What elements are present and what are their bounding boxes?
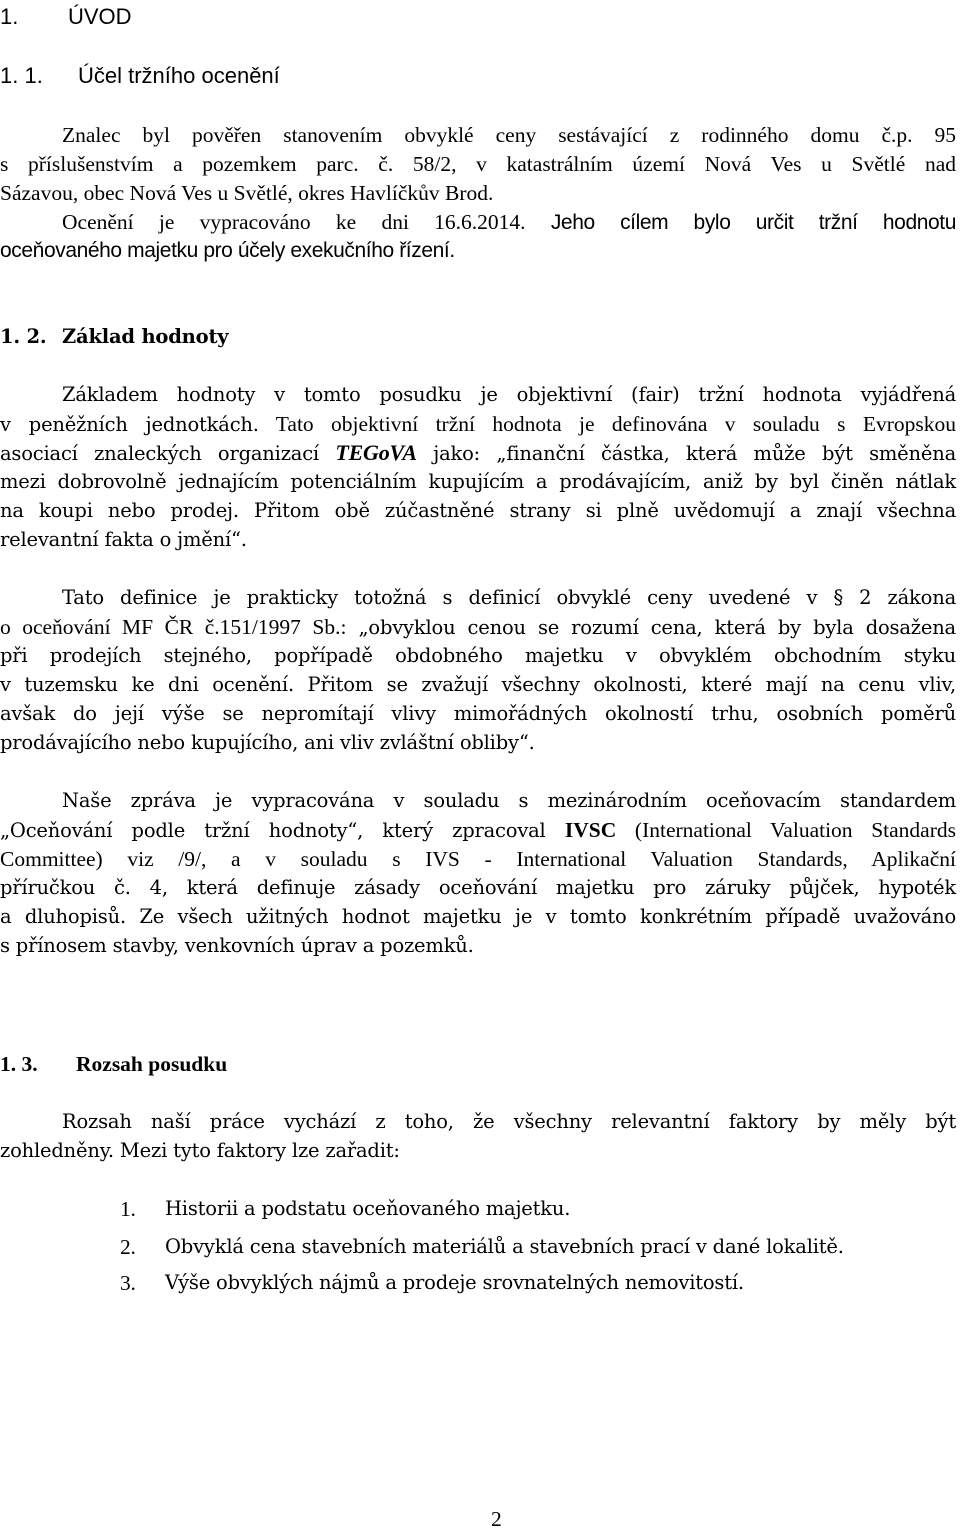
- para-3-line-3c: jako: „finanční částka, která může být směněna: [416, 442, 956, 465]
- heading-1-number: 1.: [0, 4, 19, 29]
- para-1-line-2: s příslušenstvím a pozemkem parc. č. 58/2, v katastrálním území Nová Ves u Světlé nad: [0, 152, 956, 176]
- page-number: 2: [491, 1507, 502, 1531]
- para-5-line-2c: (International Valuation Standards: [616, 818, 956, 842]
- heading-1-3-title: Rozsah posudku: [76, 1052, 228, 1076]
- list-item-text: Historii a podstatu oceňovaného majetku.: [165, 1197, 571, 1220]
- para-2-line-1a: Ocenění je vypracováno ke dni 16.6.2014.: [62, 210, 526, 234]
- para-2-line-2: oceňovaného majetku pro účely exekučního řízení.: [0, 239, 455, 262]
- para-3-line-3a: asociací znaleckých organizací: [0, 442, 336, 465]
- para-4-line-5: avšak do její výše se nepromítají vlivy mimořádných okolností trhu, osobních poměrů: [0, 702, 956, 725]
- para-4-line-4: [0, 671, 956, 699]
- para-4-line-1: Tato definice je prakticky totožná s definicí obvyklé ceny uvedené v § 2 zákona: [62, 586, 956, 609]
- para-1-line-1: Znalec byl pověřen stanovením obvyklé ceny sestávající z rodinného domu č.p. 95: [62, 123, 956, 147]
- para-5-line-1: Naše zpráva je vypracována v souladu s mezinárodním oceňovacím standardem: [62, 789, 956, 812]
- para-3-line-2: [0, 410, 956, 439]
- para-2-line-1: [62, 208, 956, 237]
- para-4-line-2: [0, 613, 956, 642]
- para-4-line-2a: o oceňování MF ČR č.151/1997 Sb.:: [0, 615, 347, 639]
- list-item-text: Výše obvyklých nájmů a prodeje srovnatelných nemovitostí.: [165, 1271, 744, 1294]
- para-3-line-5: na koupi nebo prodej. Přitom obě zúčastněné strany si plně uvědomují a znají všechna: [0, 499, 956, 522]
- para-3-line-3: [0, 439, 956, 468]
- para-5-ivsc: IVSC: [564, 818, 617, 842]
- para-3-line-4: mezi dobrovolně jednajícím potenciálním kupujícím a prodávajícím, aniž by byl činěn nátlak: [0, 470, 956, 493]
- list-item-text: Obvyklá cena stavebních materiálů a stavebních prací v dané lokalitě.: [165, 1235, 844, 1258]
- para-5-line-6: s přínosem stavby, venkovních úprav a pozemků.: [0, 934, 474, 957]
- heading-1-1-title: Účel tržního ocenění: [78, 63, 280, 88]
- para-4-line-6: prodávajícího nebo kupujícího, ani vliv zvláštní obliby“.: [0, 731, 535, 754]
- para-4-line-2b: „obvyklou cenou se rozumí cena, která by byla dosažena: [346, 616, 956, 639]
- heading-1-1-number: 1. 1.: [0, 63, 43, 88]
- para-4-line-4b: Přitom se zvažují všechny okolnosti, které mají na cenu vliv,: [293, 673, 957, 696]
- para-3-line-2b: Tato objektivní tržní hodnota je definována v souladu s Evropskou: [258, 412, 956, 436]
- para-6-line-1: Rozsah naší práce vychází z toho, že všechny relevantní faktory by měly být: [62, 1110, 956, 1133]
- para-3-line-1: Základem hodnoty v tomto posudku je objektivní (fair) tržní hodnota vyjádřená: [62, 383, 956, 406]
- para-5-line-2: [0, 816, 956, 845]
- para-4-line-3: při prodejích stejného, popřípadě obdobného majetku v obvyklém obchodním styku: [0, 644, 956, 667]
- para-3-line-2a: v peněžních jednotkách.: [0, 413, 259, 436]
- para-5-line-2a: „Oceňování podle tržní hodnoty“, který zpracoval: [0, 819, 565, 842]
- para-3-line-6: relevantní fakta o jmění“.: [0, 528, 247, 551]
- para-2-line-1b: Jeho cílem bylo určit tržní hodnotu: [525, 211, 956, 234]
- list-item-number: 1.: [120, 1197, 136, 1221]
- para-1-line-3: Sázavou, obec Nová Ves u Světlé, okres Havlíčkův Brod.: [0, 181, 494, 205]
- para-5-line-4: příručkou č. 4, která definuje zásady oceňování majetku pro záruky půjček, hypoték: [0, 876, 956, 899]
- para-5-line-3: Committee) viz /9/, a v souladu s IVS - International Valuation Standards, Aplikační: [0, 847, 956, 871]
- list-item-number: 2.: [120, 1235, 136, 1259]
- para-4-line-4a: v tuzemsku ke dni ocenění.: [0, 673, 294, 696]
- list-item-number: 3.: [120, 1271, 136, 1295]
- heading-1-3-number: 1. 3.: [0, 1052, 38, 1076]
- para-3-tegova: TEGoVA: [335, 440, 417, 465]
- para-6-line-2: zohledněny. Mezi tyto faktory lze zařadit:: [0, 1139, 400, 1162]
- heading-1-2-number: 1. 2.: [0, 325, 47, 348]
- heading-1-2-title: Základ hodnoty: [62, 325, 229, 348]
- para-5-line-5: a dluhopisů. Ze všech užitných hodnot majetku je v tomto konkrétním případě uvažováno: [0, 905, 956, 928]
- heading-1-title: ÚVOD: [68, 4, 132, 29]
